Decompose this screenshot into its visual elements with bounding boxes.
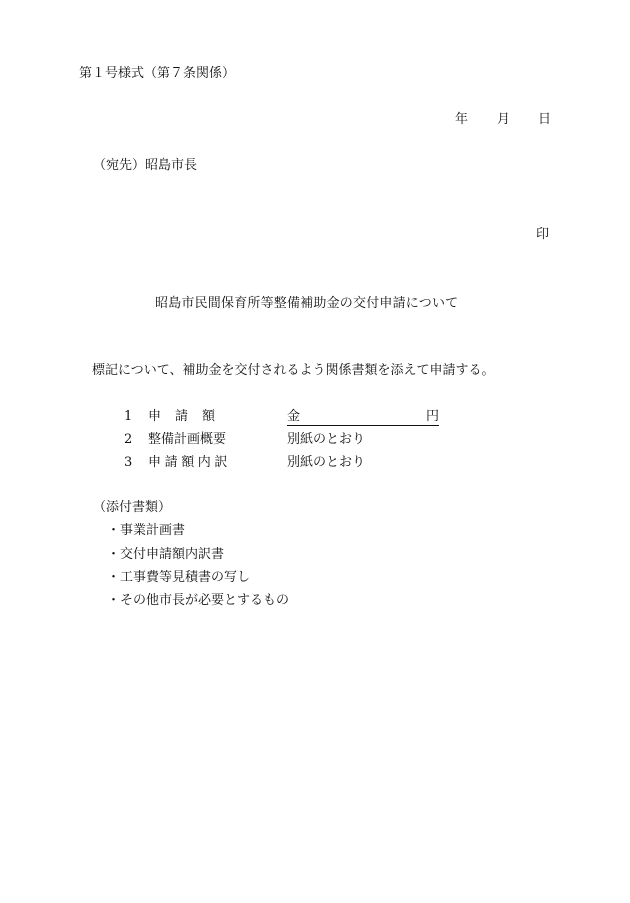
item-value: 別紙のとおり: [287, 455, 366, 470]
item-label: 申請額内訳: [148, 455, 232, 470]
attachment-item: ・その他市長が必要とするもの: [107, 593, 290, 608]
body-text: 標記について、補助金を交付されるよう関係書類を添えて申請する。: [92, 363, 495, 378]
attachment-item: ・事業計画書: [107, 523, 186, 538]
item-label: 整備計画概要: [148, 432, 227, 447]
item-number: 1: [124, 409, 133, 424]
item-row: [0, 409, 630, 427]
amount-prefix: 金: [287, 409, 301, 424]
date-year-label: 年: [455, 112, 469, 127]
item-row: [0, 432, 630, 450]
date-day-label: 日: [538, 112, 552, 127]
date-month-label: 月: [497, 112, 511, 127]
item-label: 申請額: [148, 409, 230, 424]
item-row: [0, 455, 630, 473]
item-number: 2: [124, 432, 133, 447]
attachment-item: ・工事費等見積書の写し: [107, 570, 251, 585]
item-number: 3: [124, 455, 133, 470]
attachment-item: ・交付申請額内訳書: [107, 547, 225, 562]
amount-suffix: 円: [425, 409, 439, 424]
seal-mark: 印: [536, 227, 550, 242]
addressee: （宛先）昭島市長: [93, 158, 198, 173]
item-value: 別紙のとおり: [287, 432, 366, 447]
attachments-heading: （添付書類）: [93, 500, 172, 515]
date-line: [0, 112, 630, 128]
document-title: 昭島市民間保育所等整備補助金の交付申請について: [155, 296, 459, 311]
amount-field[interactable]: [287, 409, 439, 426]
form-number: 第１号様式（第７条関係）: [79, 66, 236, 81]
